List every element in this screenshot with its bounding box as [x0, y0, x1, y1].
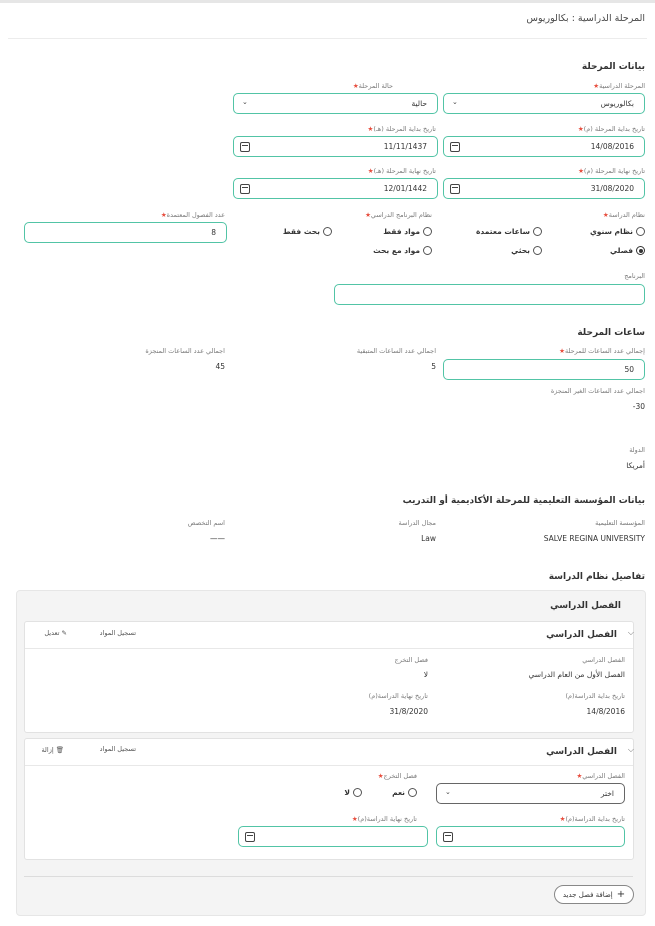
chevron-down-icon: ⌄ [445, 788, 451, 796]
chevron-down-icon: ⌄ [242, 98, 248, 106]
page-title: المرحلة الدراسية : بكالوريوس [526, 13, 645, 24]
card2-semester-label: الفصل الدراسي★ [576, 772, 625, 780]
status-label: حالة المرحلة★ [352, 82, 393, 90]
panel-divider [24, 876, 633, 877]
start-h-date-input[interactable] [233, 136, 438, 157]
card1-end-label: تاريخ نهاية الدراسة(م) [368, 692, 428, 700]
system-radio-annual[interactable] [590, 227, 645, 236]
radio-circle[interactable] [533, 246, 542, 255]
system-label: نظام الدراسة★ [602, 211, 645, 219]
radio-label: ساعات معتمدة [475, 227, 530, 236]
program-radio-courses-only[interactable] [383, 227, 432, 236]
start-h-date-value: 11/11/1437 [383, 142, 427, 151]
radio-circle[interactable] [353, 788, 362, 797]
radio-label: بحث فقط [282, 227, 320, 236]
add-semester-button[interactable] [554, 885, 634, 904]
radio-circle[interactable] [423, 246, 432, 255]
calendar-icon[interactable] [450, 142, 460, 152]
remove-button[interactable] [41, 746, 64, 754]
semesters-count-label: عدد الفصول المعتمدة★ [160, 211, 225, 219]
completed-hours-value: 45 [215, 362, 225, 371]
institution-section-title: بيانات المؤسسة التعليمية للمرحلة الأكاديمية أو التدريب [402, 496, 645, 506]
total-hours-label: إجمالي عدد الساعات للمرحلة★ [559, 347, 645, 355]
card2-end-date-input[interactable] [238, 826, 428, 847]
card2-semester-placeholder: اختر [600, 789, 614, 798]
system-radio-credit-hours[interactable] [476, 227, 542, 236]
start-g-date-input[interactable] [443, 136, 645, 157]
country-label: الدولة [629, 446, 645, 454]
institution-label: المؤسسة التعليمية [595, 519, 645, 527]
card-divider [25, 765, 633, 766]
radio-label: فصلي [610, 246, 633, 255]
completed-hours-label: اجمالي عدد الساعات المنجزة [145, 347, 225, 355]
institution-value: SALVE REGINA UNIVERSITY [543, 534, 645, 543]
radio-circle[interactable] [533, 227, 542, 236]
total-hours-input[interactable] [443, 359, 645, 380]
end-g-date-input[interactable] [443, 178, 645, 199]
radio-label: مواد فقط [383, 227, 420, 236]
card1-semester-value: الفصل الأول من العام الدراسي [528, 670, 625, 679]
card1-semester-label: الفصل الدراسي [582, 656, 625, 664]
card2-end-label: تاريخ نهاية الدراسة(م)★ [351, 815, 417, 823]
semesters-panel-title: الفصل الدراسي [550, 601, 621, 611]
page-title-value: بكالوريوس [526, 13, 569, 24]
card1-grad-label: فصل التخرج [394, 656, 428, 664]
radio-label: نظام سنوي [589, 227, 633, 236]
system-radio-research[interactable] [511, 246, 542, 255]
edit-label: تعديل [44, 629, 60, 637]
semester-card-1-title: الفصل الدراسي [546, 630, 617, 640]
stage-section-title: بيانات المرحلة [581, 62, 645, 72]
card1-end-value: 31/8/2020 [389, 707, 428, 716]
calendar-icon[interactable] [240, 184, 250, 194]
total-hours-value: 50 [624, 365, 634, 374]
calendar-icon[interactable] [245, 832, 255, 842]
semesters-count-value: 8 [211, 228, 216, 237]
radio-label: نعم [392, 788, 405, 797]
country-value: أمريكا [626, 461, 645, 470]
chevron-down-icon[interactable]: ⌵ [627, 745, 634, 754]
start-g-label: تاريخ بداية المرحلة (م)★ [577, 125, 645, 133]
program-radio-research-only[interactable] [283, 227, 332, 236]
edit-button[interactable] [44, 629, 67, 637]
chevron-down-icon: ⌄ [452, 98, 458, 106]
program-input[interactable] [334, 284, 645, 305]
radio-label: بحثي [511, 246, 530, 255]
pencil-icon: ✎ [61, 629, 67, 637]
card-divider [25, 648, 633, 649]
not-completed-hours-value: 30- [632, 402, 645, 411]
program-system-label: نظام البرنامج الدراسي★ [365, 211, 432, 219]
end-g-label: تاريخ نهاية المرحلة (م)★ [578, 167, 645, 175]
hours-section-title: ساعات المرحلة [577, 328, 645, 338]
header-divider [8, 38, 647, 39]
study-field-label: مجال الدراسة [398, 519, 436, 527]
top-bar [0, 0, 655, 3]
program-radio-courses-research[interactable] [373, 246, 432, 255]
specialization-value: —— [210, 534, 225, 543]
start-h-label: تاريخ بداية المرحلة (هـ)★ [367, 125, 436, 133]
status-select-value: حالية [411, 99, 427, 108]
card2-grad-radio-no[interactable] [344, 788, 362, 797]
card1-grad-value: لا [423, 670, 428, 679]
radio-circle[interactable] [323, 227, 332, 236]
card2-semester-select[interactable] [436, 783, 625, 804]
register-courses-link[interactable]: تسجيل المواد [99, 745, 136, 753]
radio-circle[interactable] [423, 227, 432, 236]
radio-label: مواد مع بحث [373, 246, 420, 255]
remaining-hours-value: 5 [431, 362, 436, 371]
plus-icon: + [616, 889, 626, 900]
calendar-icon[interactable] [450, 184, 460, 194]
system-radio-semester[interactable] [610, 246, 645, 255]
level-select[interactable] [443, 93, 645, 114]
end-h-date-input[interactable] [233, 178, 438, 199]
remove-label: إزالة [41, 746, 54, 754]
start-g-date-value: 14/08/2016 [590, 142, 634, 151]
radio-circle[interactable] [636, 227, 645, 236]
chevron-down-icon[interactable]: ⌵ [627, 628, 634, 637]
card2-grad-radio-yes[interactable] [392, 788, 417, 797]
end-h-label: تاريخ نهاية المرحلة (هـ)★ [367, 167, 436, 175]
program-label: البرنامج [624, 272, 645, 280]
calendar-icon[interactable] [240, 142, 250, 152]
study-system-section-title: تفاصيل نظام الدراسة [548, 572, 645, 582]
end-g-date-value: 31/08/2020 [590, 184, 634, 193]
radio-label: لا [344, 788, 350, 797]
register-courses-link[interactable]: تسجيل المواد [99, 629, 136, 637]
radio-circle-selected[interactable] [636, 246, 645, 255]
specialization-label: اسم التخصص [187, 519, 225, 527]
calendar-icon[interactable] [443, 832, 453, 842]
not-completed-hours-label: اجمالي عدد الساعات الغير المنجزة [550, 387, 645, 395]
add-semester-label: إضافة فصل جديد [562, 890, 613, 899]
card1-start-value: 14/8/2016 [586, 707, 625, 716]
trash-icon: 🗑 [55, 746, 64, 754]
remaining-hours-label: اجمالي عدد الساعات المتبقية [356, 347, 436, 355]
level-select-value: بكالوريوس [600, 99, 634, 108]
semester-card-2-title: الفصل الدراسي [546, 747, 617, 757]
end-h-date-value: 12/01/1442 [383, 184, 427, 193]
level-label: المرحلة الدراسية★ [593, 82, 645, 90]
card2-grad-label: فصل التخرج★ [377, 772, 417, 780]
radio-circle[interactable] [408, 788, 417, 797]
card2-start-date-input[interactable] [436, 826, 625, 847]
card2-start-label: تاريخ بداية الدراسة(م)★ [559, 815, 625, 823]
study-field-value: Law [421, 534, 436, 543]
semesters-count-input[interactable] [24, 222, 227, 243]
status-select[interactable] [233, 93, 438, 114]
card1-start-label: تاريخ بداية الدراسة(م) [565, 692, 625, 700]
